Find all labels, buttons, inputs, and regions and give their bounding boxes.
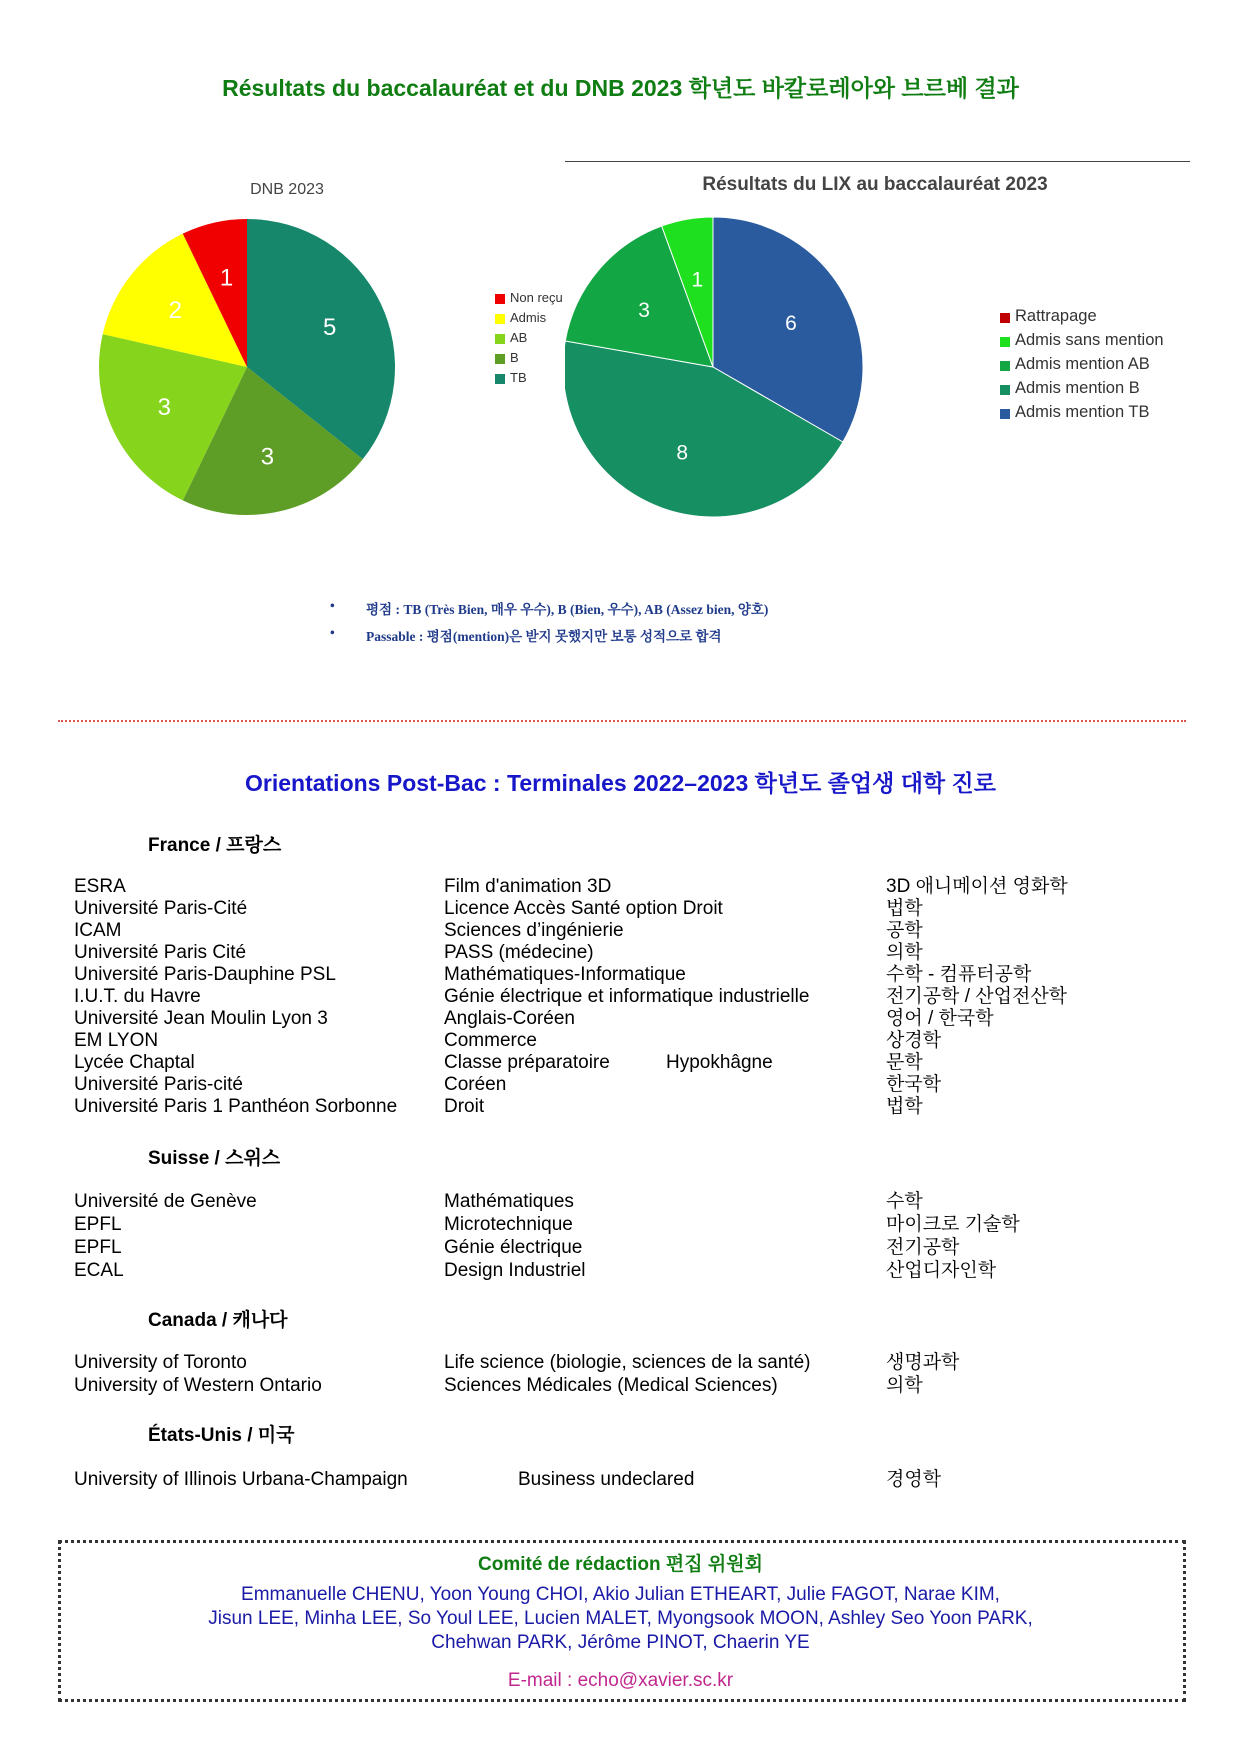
school-name: I.U.T. du Havre [74,986,201,1007]
school-name: Université Paris-Cité [74,898,248,919]
field-name: Droit [444,1096,485,1117]
table-row [74,963,1194,986]
country-france-heading: France / 프랑스 [148,835,282,856]
legend-label: B [510,350,519,365]
note-text: 평점 : TB (Très Bien, 매우 우수), B (Bien, 우수), AB (Assez bien, 양호) [366,602,769,617]
field-name: Life science (biologie, sciences de la santé) [444,1352,811,1373]
pie-data-label: 1 [219,264,234,292]
field-name: Mathématiques [444,1191,574,1212]
korean-field: 경영학 [886,1469,942,1490]
bac-chart-title: Résultats du LIX au baccalauréat 2023 [702,174,1048,195]
school-name: Lycée Chaptal [74,1052,195,1073]
legend-swatch [1000,409,1010,419]
pie-data-label: 3 [260,443,275,471]
table-row [74,941,1194,964]
legend-label: Admis sans mention [1015,331,1164,349]
korean-field: 수학 - 컴퓨터공학 [886,964,1032,985]
field-extra: Hypokhâgne [666,1052,773,1073]
note-item [330,598,768,618]
orientations-title: Orientations Post-Bac : Terminales 2022–2023 학년도 졸업생 대학 진로 [245,770,996,796]
table-row [74,897,1194,920]
table-row [74,1213,1194,1236]
legend-swatch [1000,361,1010,371]
school-name: ICAM [74,920,122,941]
korean-field: 법학 [886,898,923,919]
legend-label: Rattrapage [1015,307,1097,325]
legend-swatch [1000,313,1010,323]
korean-field: 산업디자인학 [886,1260,997,1281]
legend-label: Non reçu [510,290,563,305]
school-name: EPFL [74,1237,122,1258]
table-row [74,875,1194,898]
table-row [74,1374,1194,1397]
field-name: Génie électrique [444,1237,583,1258]
korean-field: 의학 [886,942,923,963]
school-name: ECAL [74,1260,124,1281]
country-canada-heading: Canada / 캐나다 [148,1310,288,1331]
korean-field: 상경학 [886,1030,942,1051]
field-name: Licence Accès Santé option Droit [444,898,723,919]
table-row [74,1007,1194,1030]
legend-swatch [495,354,505,364]
table-row [74,1095,1194,1118]
legend-swatch [495,294,505,304]
note-item [330,625,768,645]
table-row [74,1468,1194,1491]
pie-data-label: 8 [676,441,689,465]
korean-field: 문학 [886,1052,923,1073]
korean-field: 영어 / 한국학 [886,1008,994,1029]
legend-swatch [495,374,505,384]
editorial-members: Emmanuelle CHENU, Yoon Young CHOI, Akio Julian ETHEART, Julie FAGOT, Narae KIM, [241,1584,1000,1605]
school-name: Université Paris-cité [74,1074,243,1095]
grade-notes [330,598,768,652]
legend-swatch [495,334,505,344]
school-name: Université Jean Moulin Lyon 3 [74,1008,328,1029]
school-name: University of Western Ontario [74,1375,322,1396]
school-name: Université Paris Cité [74,942,247,963]
legend-label: Admis mention B [1015,379,1140,397]
korean-field: 수학 [886,1191,923,1212]
korean-field: 3D 애니메이션 영화학 [886,876,1068,897]
country-usa-heading: États-Unis / 미국 [148,1425,295,1446]
table-row [74,1351,1194,1374]
legend-swatch [495,314,505,324]
school-name: Université Paris 1 Panthéon Sorbonne [74,1096,398,1117]
field-name: PASS (médecine) [444,942,594,963]
bullet-icon: • [330,625,335,640]
table-row [74,1259,1194,1282]
korean-field: 전기공학 [886,1237,960,1258]
legend-swatch [1000,385,1010,395]
table-row [74,1236,1194,1259]
bullet-icon: • [330,598,335,613]
school-name: EM LYON [74,1030,159,1051]
korean-field: 법학 [886,1096,923,1117]
dnb-pie-chart [60,170,580,540]
school-name: University of Toronto [74,1352,247,1373]
school-name: EPFL [74,1214,122,1235]
table-row [74,1029,1194,1052]
school-name: University of Illinois Urbana-Champaign [74,1469,408,1490]
table-row [74,919,1194,942]
pie-data-label: 3 [638,299,650,323]
korean-field: 생명과학 [886,1352,960,1373]
korean-field: 공학 [886,920,923,941]
field-name: Sciences Médicales (Medical Sciences) [444,1375,778,1396]
table-row [74,985,1194,1008]
editorial-members: Chehwan PARK, Jérôme PINOT, Chaerin YE [431,1632,810,1653]
section-divider [58,720,1186,722]
field-name: Film d'animation 3D [444,876,612,897]
field-name: Business undeclared [518,1469,695,1490]
legend-label: Admis mention AB [1015,355,1150,373]
field-name: Anglais-Coréen [444,1008,575,1029]
pie-data-label: 1 [691,268,704,292]
contact-email: E-mail : echo@xavier.sc.kr [507,1670,734,1691]
field-name: Microtechnique [444,1214,573,1235]
school-name: ESRA [74,876,126,897]
korean-field: 한국학 [886,1074,942,1095]
editorial-title: Comité de rédaction 편집 위원회 [478,1554,763,1575]
korean-field: 마이크로 기술학 [886,1214,1020,1235]
table-row [74,1190,1194,1213]
korean-field: 의학 [886,1375,923,1396]
field-name: Commerce [444,1030,537,1051]
school-name: Université Paris-Dauphine PSL [74,964,336,985]
field-name: Mathématiques-Informatique [444,964,686,985]
pie-data-label: 2 [168,296,182,324]
school-name: Université de Genève [74,1191,257,1212]
table-row [74,1051,1194,1074]
legend-label: Admis mention TB [1015,403,1150,421]
legend-label: TB [510,370,527,385]
legend-label: AB [510,330,528,345]
field-name: Design Industriel [444,1260,586,1281]
note-text: Passable : 평점(mention)은 받지 못했지만 보통 성적으로 합격 [366,629,722,644]
legend-label: Admis [510,310,547,325]
page-title: Résultats du baccalauréat et du DNB 2023 학년도 바칼로레아와 브르베 결과 [222,75,1019,101]
country-suisse-heading: Suisse / 스위스 [148,1148,281,1169]
editorial-members: Jisun LEE, Minha LEE, So Youl LEE, Lucien MALET, Myongsook MOON, Ashley Seo Yoon PARK, [208,1608,1033,1629]
dnb-chart-title: DNB 2023 [250,181,324,198]
korean-field: 전기공학 / 산업전산학 [886,986,1068,1007]
bac-pie-chart [565,160,1195,530]
pie-data-label: 3 [157,393,172,421]
pie-data-label: 6 [785,312,797,335]
pie-data-label: 5 [322,314,337,342]
field-name: Coréen [444,1074,507,1095]
field-name: Sciences d’ingénierie [444,920,624,941]
table-row [74,1073,1194,1096]
legend-swatch [1000,337,1010,347]
field-name: Génie électrique et informatique industrielle [444,986,810,1007]
field-name: Classe préparatoire [444,1052,610,1073]
